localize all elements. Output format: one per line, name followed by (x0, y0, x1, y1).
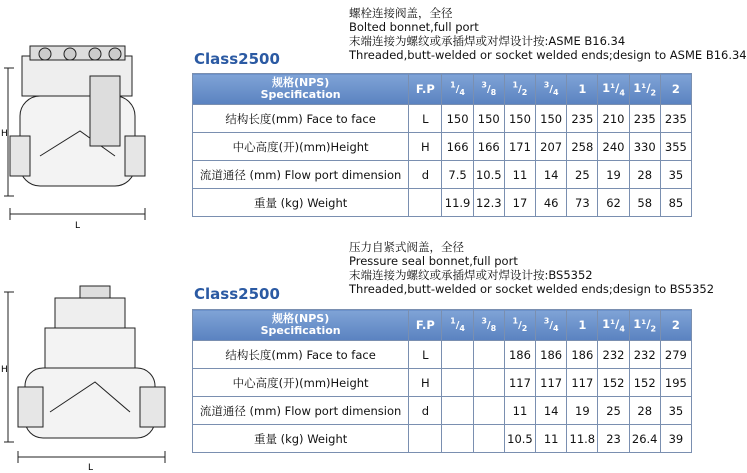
size-header: $^1/_2$ (504, 310, 535, 341)
size-header: $^3/_4$ (536, 310, 567, 341)
size-header: 2 (660, 74, 691, 105)
spec-header: 规格(NPS) Specification (193, 310, 409, 341)
table-row: 重量 (kg) Weight 11.9 12.3 17 46 73 62 58 85 (193, 189, 692, 217)
length-label-2: L (88, 463, 94, 473)
fp-header: F.P (409, 310, 442, 341)
height-label: H (1, 129, 8, 139)
class-title-2: Class2500 (194, 285, 280, 303)
spec-table-1 (192, 73, 692, 217)
size-header: $^3/_4$ (536, 74, 567, 105)
desc-2-line-1: 压力自紧式阀盖，全径 (349, 240, 464, 254)
desc-2-line-2: Pressure seal bonnet,full port (349, 254, 518, 268)
spec-table-2 (192, 309, 692, 453)
size-header: $1^1/_4$ (598, 310, 629, 341)
description-1 (349, 6, 747, 62)
desc-2-line-4: Threaded,butt-welded or socket welded ends;design to BS5352 (349, 282, 715, 296)
table-row: 流道通径 (mm) Flow port dimension d 11 14 19 25 28 35 (193, 397, 692, 425)
table-row: 中心高度(开)(mm)Height H 166 166 171 207 258 240 330 355 (193, 133, 692, 161)
size-header: $^1/_2$ (504, 74, 535, 105)
size-header: $^1/_4$ (442, 310, 473, 341)
desc-1-line-4: Threaded,butt-welded or socket welded ends;design to ASME B16.34 (349, 48, 747, 62)
size-header: $1^1/_2$ (629, 310, 660, 341)
size-header: 1 (567, 74, 598, 105)
size-header: 2 (660, 310, 691, 341)
desc-2-line-3: 末端连接为螺纹或承插焊或对焊设计按:BS5352 (349, 268, 593, 282)
size-header: $1^1/_4$ (598, 74, 629, 105)
table-row: 结构长度(mm) Face to face L 186 186 186 232 232 279 (193, 341, 692, 369)
description-2 (349, 240, 714, 296)
size-header: $1^1/_2$ (629, 74, 660, 105)
height-label-2: H (1, 365, 8, 375)
size-header: $^1/_4$ (442, 74, 473, 105)
header-row (193, 310, 692, 341)
desc-1-line-2: Bolted bonnet,full port (349, 20, 479, 34)
pressure-seal-valve-drawing (0, 272, 190, 472)
table-row: 中心高度(开)(mm)Height H 117 117 117 152 152 195 (193, 369, 692, 397)
spec-header: 规格(NPS) Specification (193, 74, 409, 105)
table-row: 结构长度(mm) Face to face L 150 150 150 150 235 210 235 235 (193, 105, 692, 133)
size-header: 1 (567, 310, 598, 341)
fp-header: F.P (409, 74, 442, 105)
bolted-bonnet-valve-drawing (0, 36, 190, 236)
length-label: L (75, 221, 81, 231)
table-row: 重量 (kg) Weight 10.5 11 11.8 23 26.4 39 (193, 425, 692, 453)
size-header: $^3/_8$ (473, 310, 504, 341)
class-title-1: Class2500 (194, 50, 280, 68)
table-row: 流道通径 (mm) Flow port dimension d 7.5 10.5 11 14 25 19 28 35 (193, 161, 692, 189)
desc-1-line-3: 末端连接为螺纹或承插焊或对焊设计按:ASME B16.34 (349, 34, 626, 48)
desc-1-line-1: 螺栓连接阀盖，全径 (349, 6, 453, 20)
header-row (193, 74, 692, 105)
size-header: $^3/_8$ (473, 74, 504, 105)
